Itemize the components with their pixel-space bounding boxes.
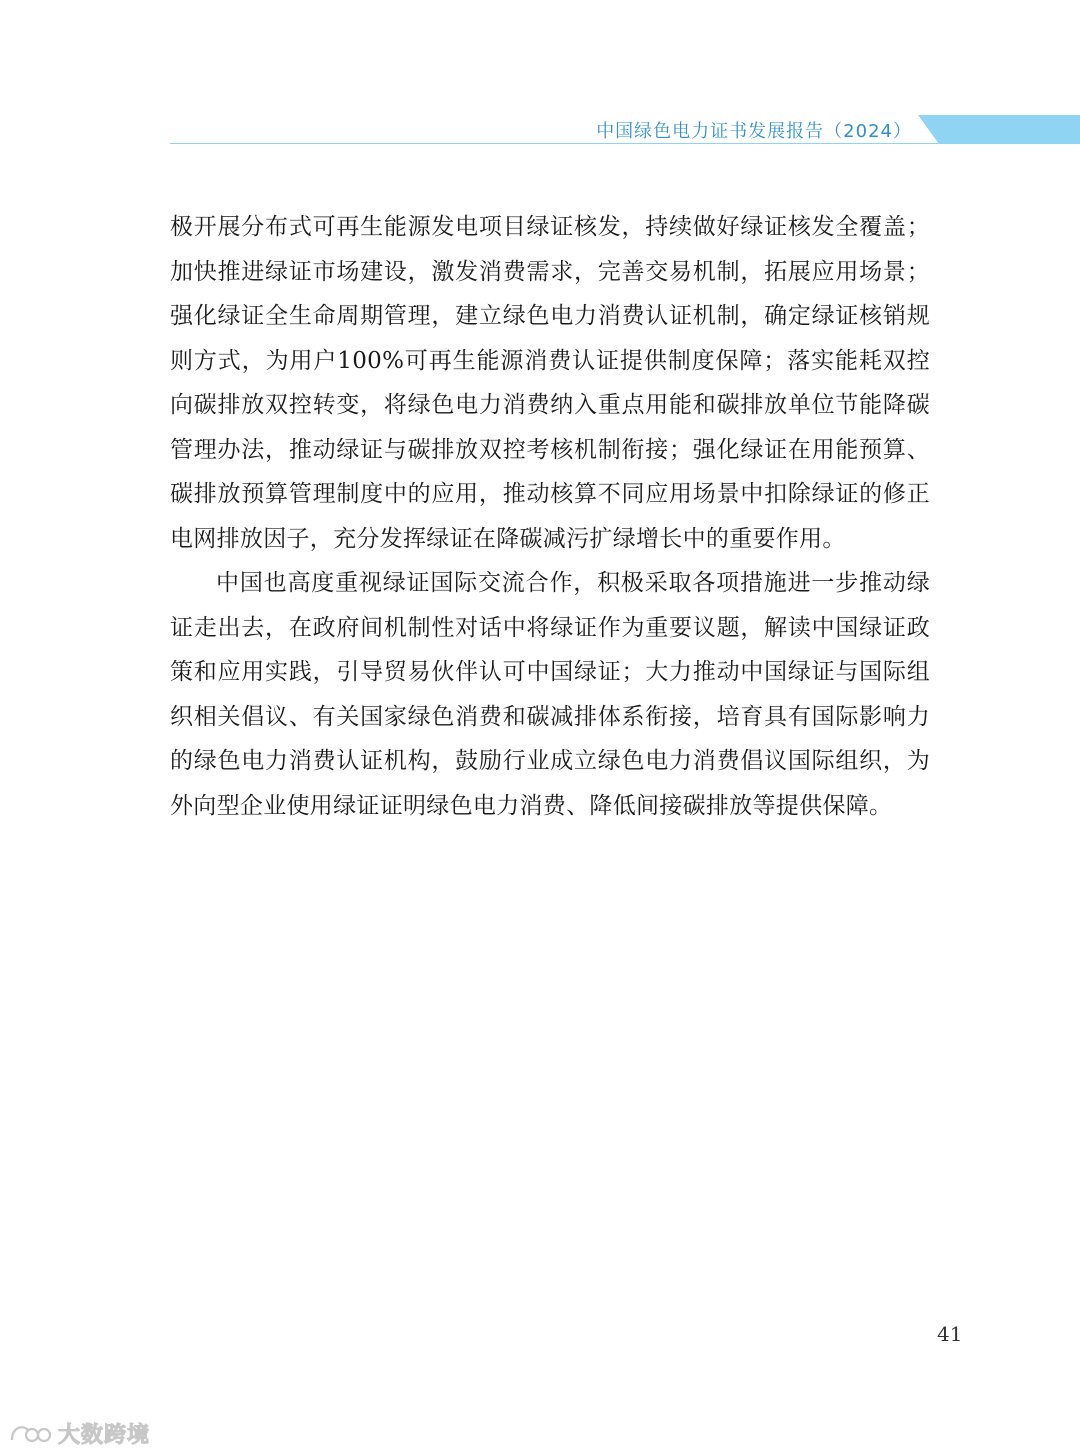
watermark (8, 1418, 150, 1448)
watermark-logo-icon (8, 1420, 52, 1446)
paragraph-international-cooperation: 中国也高度重视绿证国际交流合作，积极采取各项措施进一步推动绿证走出去，在政府间机制性对话中将绿证作为重要议题，解读中国绿证政策和应用实践，引导贸易伙伴认可中国绿证；大力推动中国绿证与国际组织相关倡议、有关国家绿色消费和碳减排体系衔接，培育具有国际影响力的绿色电力消费认证机构，鼓励行业成立绿色电力消费倡议国际组织，为外向型企业使用绿证证明绿色电力消费、降低间接碳排放等提供保障。 (170, 570, 930, 819)
header-accent-tab (918, 115, 1080, 144)
running-header-title: 中国绿色电力证书发展报告（2024） (596, 121, 912, 142)
watermark-text: 大数跨境 (58, 1422, 151, 1448)
body-text (170, 205, 930, 828)
header-divider (170, 143, 942, 144)
paragraph-continued: 极开展分布式可再生能源发电项目绿证核发，持续做好绿证核发全覆盖；加快推进绿证市场建设，激发消费需求，完善交易机制，拓展应用场景；强化绿证全生命周期管理，建立绿色电力消费认证机制，确定绿证核销规则方式，为用户100%可再生能源消费认证提供制度保障；落实能耗双控向碳排放双控转变，将绿色电力消费纳入重点用能和碳排放单位节能降碳管理办法，推动绿证与碳排放双控考核机制衔接；强化绿证在用能预算、碳排放预算管理制度中的应用，推动核算不同应用场景中扣除绿证的修正电网排放因子，充分发挥绿证在降碳减污扩绿增长中的重要作用。 (170, 214, 930, 552)
page-number: 41 (937, 1322, 963, 1346)
